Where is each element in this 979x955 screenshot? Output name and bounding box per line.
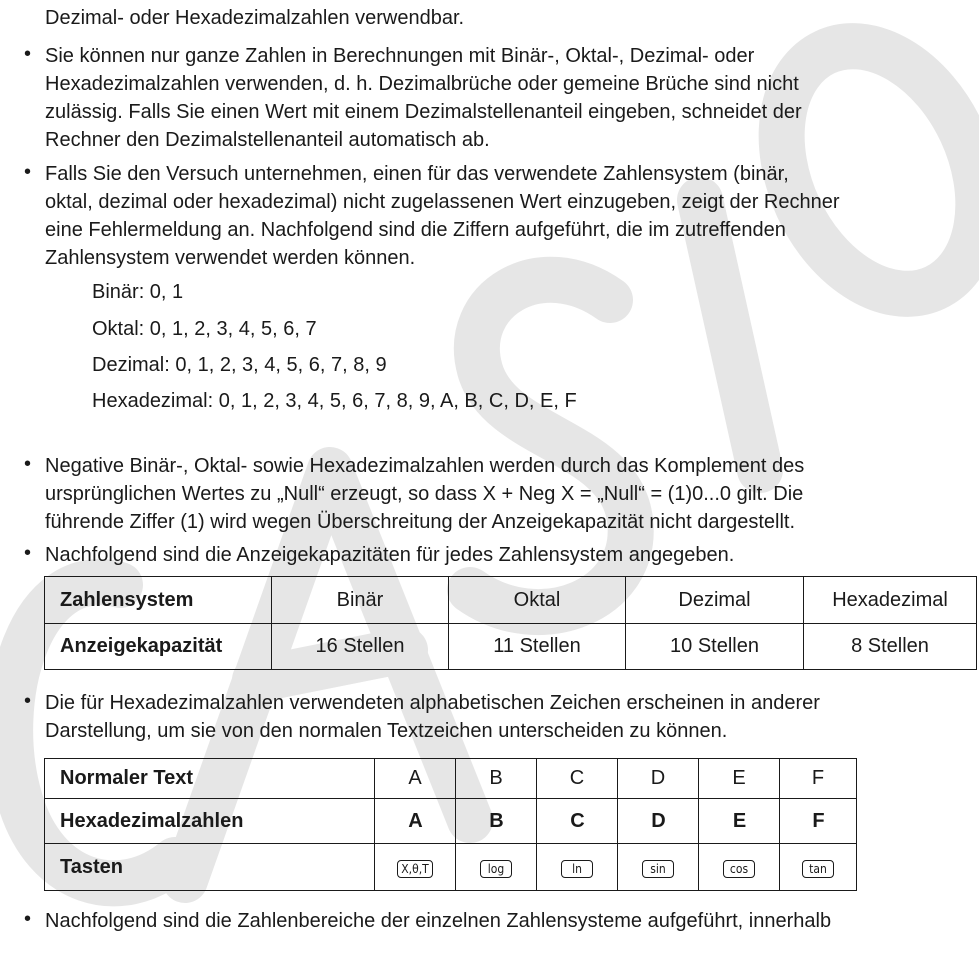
hex-char: E <box>732 809 746 832</box>
bullet-marker: • <box>24 161 32 183</box>
key-tan-icon: tan <box>802 860 834 878</box>
table-cell: Oktal <box>449 577 626 624</box>
table-cell <box>618 844 699 891</box>
key-cos-icon: cos <box>723 860 755 878</box>
table-cell <box>456 844 537 891</box>
hex-character-table <box>44 758 857 891</box>
table-cell: D <box>618 759 699 799</box>
table-cell: C <box>537 759 618 799</box>
table-cell <box>537 844 618 891</box>
table-row <box>45 624 977 670</box>
table-cell: E <box>699 759 780 799</box>
capacity-table <box>44 576 977 670</box>
table-header-cell: Hexadezimalzahlen <box>45 799 375 844</box>
bullet-marker: • <box>24 453 32 475</box>
table-row <box>45 844 857 891</box>
table-cell: Binär <box>272 577 449 624</box>
key-ln-icon: ln <box>561 860 593 878</box>
hex-char: F <box>812 809 824 832</box>
table-cell <box>699 844 780 891</box>
bullet-marker: • <box>24 690 32 712</box>
table-header-cell: Zahlensystem <box>45 577 272 624</box>
table-row <box>45 759 857 799</box>
bullet-marker: • <box>24 43 32 65</box>
bullet-marker: • <box>24 908 32 930</box>
digits-binary: Binär: 0, 1 <box>92 281 184 303</box>
table-cell <box>456 799 537 844</box>
table-header-cell: Tasten <box>45 844 375 891</box>
key-sin-icon: sin <box>642 860 674 878</box>
manual-page: Dezimal- oder Hexadezimalzahlen verwendbar. • Sie können nur ganze Zahlen in Berechnungen mit Binär-, Oktal-, Dezimal- oder Hexadezimalzahlen verwenden, d. h. Dezimalbrüche oder gemeine Brüche sind nicht zulässig. Falls Sie einen Wert mit einem Dezimalstellenanteil eingeben, schneidet der Rechner den Dezimalstellenanteil automatisch ab. • Falls Sie den Versuch unternehmen, einen für das verwendete Zahlensystem (binär, oktal, dezimal oder hexadezimal) nicht zugelassenen Wert einzugeben, zeigt der Rechner eine Fehlermeldung an. Nachfolgend sind die Ziffern aufgeführt, die im zutreffenden Zahlensystem verwendet werden können. Binär: 0, 1 Oktal: 0, 1, 2, 3, 4, 5, 6, 7 Dezimal: 0, 1, 2, 3, 4, 5, 6, 7, 8, 9 Hexadezimal: 0, 1, 2, 3, 4, 5, 6, 7, 8, 9, A, B, C, D, E, F • Negative Binär-, Oktal- sowie Hexadezimalzahlen werden durch das Komplement des ursprünglichen Wertes zu „Null“ erzeugt, so dass X + Neg X = „Null“ = (1)0...0 gilt. Die führende Ziffer (1) wird wegen Überschreitung der Anzeigekapazität nicht dargestellt. • Nachfolgend sind die Anzeigekapazitäten für jedes Zahlensystem angegeben. Zahlensystem Binär Oktal Dezimal Hexadezimal Anzeigekapazität 16 Stellen 11 Stellen 10 Stellen 8 Stellen • Die für Hexadezimalzahlen verwendeten alphabetischen Zeichen erscheinen in anderer Darstellung, um sie von den normalen Textzeichen unterscheiden zu können. Normaler Text A B C D E F Hexadezimalzahlen A B C D E F Tasten X,θ,T log ln sin cos tan • Nachfolgend sind die Zahlenbereiche der einzelnen Zahlensysteme aufgeführt, innerhalb <box>0 0 979 955</box>
table-cell <box>375 844 456 891</box>
intro-line: Dezimal- oder Hexadezimalzahlen verwendbar. <box>45 7 465 29</box>
digits-hexadecimal: Hexadezimal: 0, 1, 2, 3, 4, 5, 6, 7, 8, 9, A, B, C, D, E, F <box>92 390 577 412</box>
hex-char: A <box>408 809 422 832</box>
digits-decimal: Dezimal: 0, 1, 2, 3, 4, 5, 6, 7, 8, 9 <box>92 354 387 376</box>
table-cell <box>537 799 618 844</box>
key-xthetat-icon: X,θ,T <box>397 860 432 878</box>
key-log-icon: log <box>480 860 512 878</box>
bullet-marker: • <box>24 542 32 564</box>
table-cell: 8 Stellen <box>804 624 977 670</box>
table-cell: 11 Stellen <box>449 624 626 670</box>
table-cell: B <box>456 759 537 799</box>
table-row <box>45 577 977 624</box>
table-header-cell: Normaler Text <box>45 759 375 799</box>
table-cell: F <box>780 759 857 799</box>
table-cell <box>699 799 780 844</box>
hex-char: B <box>489 809 503 832</box>
table-cell: 16 Stellen <box>272 624 449 670</box>
table-cell: Dezimal <box>626 577 804 624</box>
hex-char: C <box>570 809 584 832</box>
table-cell <box>375 799 456 844</box>
table-cell: A <box>375 759 456 799</box>
table-header-cell: Anzeigekapazität <box>45 624 272 670</box>
table-cell <box>780 799 857 844</box>
hex-char: D <box>651 809 665 832</box>
table-cell: Hexadezimal <box>804 577 977 624</box>
table-cell <box>780 844 857 891</box>
table-cell: 10 Stellen <box>626 624 804 670</box>
table-cell <box>618 799 699 844</box>
table-row <box>45 799 857 844</box>
digits-octal: Oktal: 0, 1, 2, 3, 4, 5, 6, 7 <box>92 318 317 340</box>
